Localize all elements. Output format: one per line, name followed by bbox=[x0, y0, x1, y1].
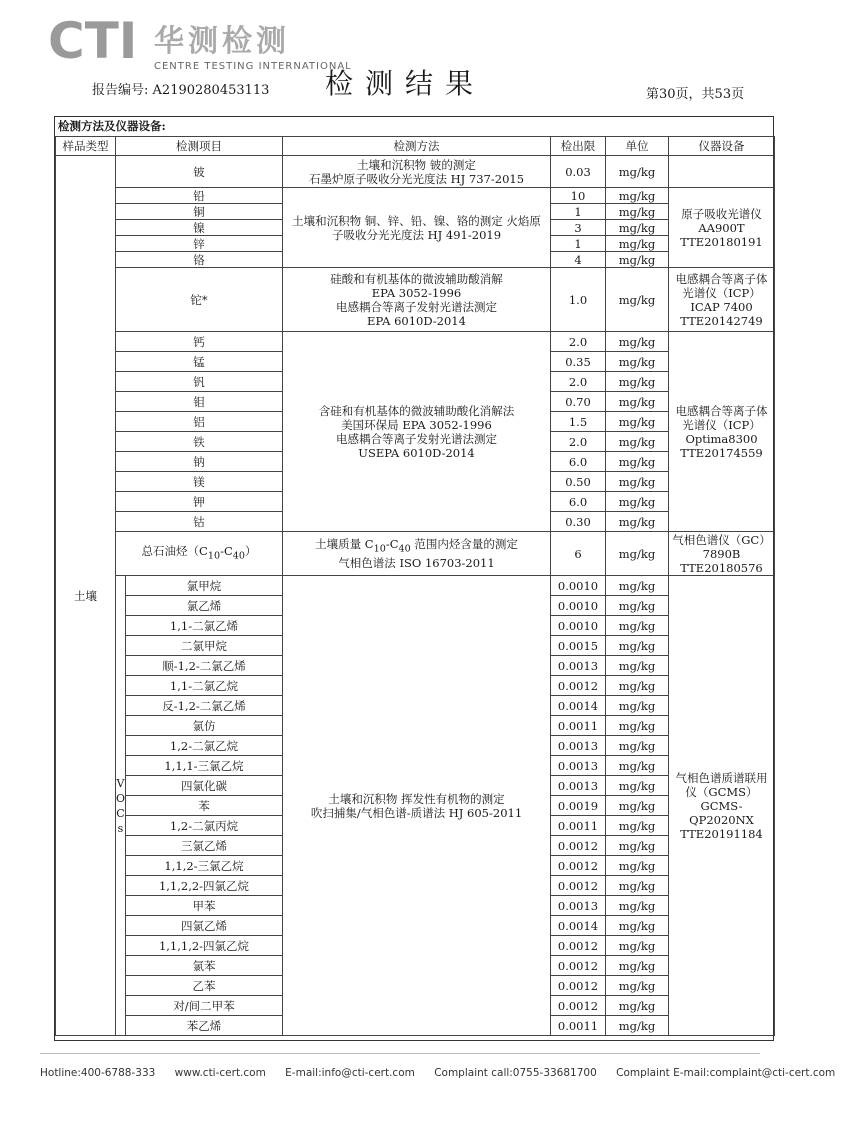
limit-cell: 0.30 bbox=[551, 512, 606, 532]
item-cell: 铁 bbox=[116, 432, 283, 452]
limit-cell: 0.0010 bbox=[551, 576, 606, 596]
tph-item-part: 总石油烃（C bbox=[141, 543, 208, 558]
instrument-cell-line: 气相色谱仪（GC） bbox=[672, 532, 771, 547]
item-cell: 反-1,2-二氯乙烯 bbox=[126, 696, 283, 716]
page-title: 检测结果 bbox=[325, 67, 486, 100]
unit-cell: mg/kg bbox=[606, 268, 669, 332]
unit-cell: mg/kg bbox=[606, 472, 669, 492]
unit-cell: mg/kg bbox=[606, 736, 669, 756]
item-cell: 乙苯 bbox=[126, 976, 283, 996]
item-cell: 1,1-二氯乙烯 bbox=[126, 616, 283, 636]
header-limit: 检出限 bbox=[551, 137, 606, 156]
unit-cell: mg/kg bbox=[606, 856, 669, 876]
instrument-cell-line: TTE20142749 bbox=[680, 313, 763, 328]
item-cell: 铬 bbox=[116, 252, 283, 268]
item-cell: 钙 bbox=[116, 332, 283, 352]
limit-cell: 0.03 bbox=[551, 156, 606, 188]
limit-cell: 0.0015 bbox=[551, 636, 606, 656]
limit-cell: 0.0014 bbox=[551, 696, 606, 716]
limit-cell: 0.35 bbox=[551, 352, 606, 372]
unit-cell: mg/kg bbox=[606, 676, 669, 696]
unit-cell: mg/kg bbox=[606, 204, 669, 220]
method-cell bbox=[283, 332, 551, 532]
limit-cell: 0.0010 bbox=[551, 616, 606, 636]
unit-cell: mg/kg bbox=[606, 576, 669, 596]
unit-cell: mg/kg bbox=[606, 352, 669, 372]
unit-cell: mg/kg bbox=[606, 896, 669, 916]
item-cell: 1,1-二氯乙烷 bbox=[126, 676, 283, 696]
unit-cell: mg/kg bbox=[606, 756, 669, 776]
item-cell: 1,1,1,2-四氯乙烷 bbox=[126, 936, 283, 956]
tph-item-part: -C bbox=[220, 543, 233, 558]
method-cell-line: 石墨炉原子吸收分光光度法 HJ 737-2015 bbox=[308, 171, 525, 186]
item-cell: 钠 bbox=[116, 452, 283, 472]
limit-cell: 2.0 bbox=[551, 432, 606, 452]
item-cell: 钾 bbox=[116, 492, 283, 512]
logo-chinese-text: 华测检测 bbox=[154, 24, 290, 59]
item-cell: 四氯乙烯 bbox=[126, 916, 283, 936]
instrument-cell-line: 仪（GCMS） bbox=[685, 784, 758, 799]
instrument-cell-line: GCMS-QP2020NX bbox=[689, 798, 754, 827]
footer-complaint-email[interactable]: Complaint E-mail:complaint@cti-cert.com bbox=[616, 1067, 836, 1079]
footer-website[interactable]: www.cti-cert.com bbox=[174, 1067, 266, 1079]
limit-cell: 0.0012 bbox=[551, 676, 606, 696]
unit-cell: mg/kg bbox=[606, 836, 669, 856]
instrument-cell bbox=[669, 332, 775, 532]
instrument-cell-line: 原子吸收光谱仪 bbox=[681, 206, 762, 221]
instrument-cell-line: 电感耦合等离子体 bbox=[675, 271, 768, 286]
method-cell-line: EPA 6010D-2014 bbox=[367, 313, 466, 328]
method-cell-line: 硅酸和有机基体的微波辅助酸消解 bbox=[330, 271, 503, 286]
unit-cell: mg/kg bbox=[606, 156, 669, 188]
unit-cell: mg/kg bbox=[606, 816, 669, 836]
instrument-cell-line: 7890B bbox=[702, 546, 741, 561]
tph-method-part: 10 bbox=[373, 543, 386, 555]
tph-method-part: 范围内烃含量的测定 bbox=[410, 536, 518, 551]
item-cell: 苯乙烯 bbox=[126, 1016, 283, 1036]
unit-cell: mg/kg bbox=[606, 532, 669, 576]
limit-cell: 0.0011 bbox=[551, 1016, 606, 1036]
limit-cell: 1.5 bbox=[551, 412, 606, 432]
unit-cell: mg/kg bbox=[606, 996, 669, 1016]
unit-cell: mg/kg bbox=[606, 916, 669, 936]
unit-cell: mg/kg bbox=[606, 696, 669, 716]
voc-label-cell-line: V bbox=[116, 776, 125, 790]
voc-label-cell-line: C bbox=[116, 806, 125, 820]
limit-cell: 4 bbox=[551, 252, 606, 268]
unit-cell: mg/kg bbox=[606, 616, 669, 636]
limit-cell: 6.0 bbox=[551, 452, 606, 472]
item-cell: 镁 bbox=[116, 472, 283, 492]
header-unit: 单位 bbox=[606, 137, 669, 156]
limit-cell: 0.0012 bbox=[551, 936, 606, 956]
sample-type-cell: 土壤 bbox=[56, 156, 116, 1036]
item-cell: 氯仿 bbox=[126, 716, 283, 736]
logo-cti-text: CTI bbox=[48, 12, 138, 70]
limit-cell: 0.0014 bbox=[551, 916, 606, 936]
unit-cell: mg/kg bbox=[606, 776, 669, 796]
limit-cell: 0.0012 bbox=[551, 856, 606, 876]
limit-cell: 0.50 bbox=[551, 472, 606, 492]
method-cell-line: 吹扫捕集/气相色谱-质谱法 HJ 605-2011 bbox=[310, 805, 523, 820]
limit-cell: 0.70 bbox=[551, 392, 606, 412]
limit-cell: 2.0 bbox=[551, 372, 606, 392]
unit-cell: mg/kg bbox=[606, 1016, 669, 1036]
limit-cell: 6 bbox=[551, 532, 606, 576]
limit-cell: 0.0010 bbox=[551, 596, 606, 616]
item-cell: 苯 bbox=[126, 796, 283, 816]
item-cell: 钴 bbox=[116, 512, 283, 532]
tph-item-text bbox=[141, 543, 257, 562]
instrument-cell-line: AA900T bbox=[698, 220, 745, 235]
unit-cell: mg/kg bbox=[606, 656, 669, 676]
item-cell: 氯乙烯 bbox=[126, 596, 283, 616]
limit-cell: 1 bbox=[551, 236, 606, 252]
item-cell: 对/间二甲苯 bbox=[126, 996, 283, 1016]
method-cell-line: EPA 3052-1996 bbox=[371, 285, 462, 300]
unit-cell: mg/kg bbox=[606, 796, 669, 816]
instrument-cell-line: 光谱仪（ICP） bbox=[682, 417, 761, 432]
item-cell: 锰 bbox=[116, 352, 283, 372]
limit-cell: 0.0012 bbox=[551, 956, 606, 976]
item-cell: 1,1,1-三氯乙烷 bbox=[126, 756, 283, 776]
item-cell: 甲苯 bbox=[126, 896, 283, 916]
limit-cell: 0.0012 bbox=[551, 996, 606, 1016]
instrument-cell-line: TTE20180191 bbox=[680, 234, 763, 249]
limit-cell: 10 bbox=[551, 188, 606, 204]
method-cell-line: 电感耦合等离子发射光谱法测定 bbox=[336, 299, 497, 314]
report-number-value: A2190280453113 bbox=[152, 83, 270, 98]
tph-method-part: 40 bbox=[398, 543, 411, 555]
unit-cell: mg/kg bbox=[606, 716, 669, 736]
voc-label-cell bbox=[116, 576, 126, 1036]
unit-cell: mg/kg bbox=[606, 452, 669, 472]
method-cell-line: 电感耦合等离子发射光谱法测定 bbox=[336, 431, 497, 446]
header-item: 检测项目 bbox=[116, 137, 283, 156]
unit-cell: mg/kg bbox=[606, 492, 669, 512]
report-number-label: 报告编号: bbox=[92, 83, 149, 98]
tph-item-part: ） bbox=[244, 543, 257, 558]
method-cell-line: 土壤和沉积物 挥发性有机物的测定 bbox=[328, 791, 505, 806]
limit-cell: 3 bbox=[551, 220, 606, 236]
logo-english-text: CENTRE TESTING INTERNATIONAL bbox=[154, 61, 352, 72]
method-cell-line: 土壤和沉积物 铜、锌、铅、镍、铬的测定 火焰原 bbox=[292, 213, 541, 228]
tph-method-part: 土壤质量 C bbox=[315, 536, 374, 551]
item-cell: 铍 bbox=[116, 156, 283, 188]
item-cell: 二氯甲烷 bbox=[126, 636, 283, 656]
item-cell: 1,1,2,2-四氯乙烷 bbox=[126, 876, 283, 896]
limit-cell: 0.0013 bbox=[551, 656, 606, 676]
limit-cell: 0.0013 bbox=[551, 776, 606, 796]
limit-cell: 1.0 bbox=[551, 268, 606, 332]
unit-cell: mg/kg bbox=[606, 220, 669, 236]
instrument-cell-line: Optima8300 bbox=[685, 431, 758, 446]
limit-cell: 0.0013 bbox=[551, 896, 606, 916]
instrument-cell-line: ICAP 7400 bbox=[690, 299, 753, 314]
item-cell: 氯苯 bbox=[126, 956, 283, 976]
method-cell bbox=[283, 532, 551, 576]
header-sample-type: 样品类型 bbox=[56, 137, 116, 156]
limit-cell: 0.0013 bbox=[551, 736, 606, 756]
instrument-cell-line: 光谱仪（ICP） bbox=[682, 285, 761, 300]
limit-cell: 0.0012 bbox=[551, 976, 606, 996]
instrument-cell-line: 电感耦合等离子体 bbox=[675, 403, 768, 418]
item-cell: 锌 bbox=[116, 236, 283, 252]
header-instrument: 仪器设备 bbox=[669, 137, 775, 156]
unit-cell: mg/kg bbox=[606, 876, 669, 896]
footer bbox=[40, 1067, 836, 1079]
method-cell-line: 子吸收分光光度法 HJ 491-2019 bbox=[331, 227, 502, 242]
unit-cell: mg/kg bbox=[606, 236, 669, 252]
instrument-cell bbox=[669, 156, 775, 188]
item-cell: 1,2-二氯乙烷 bbox=[126, 736, 283, 756]
results-table bbox=[55, 136, 775, 1036]
limit-cell: 0.0012 bbox=[551, 876, 606, 896]
tph-method-part: -C bbox=[385, 536, 399, 551]
instrument-cell-line: TTE20180576 bbox=[680, 560, 763, 575]
limit-cell: 0.0012 bbox=[551, 836, 606, 856]
item-cell: 铜 bbox=[116, 204, 283, 220]
limit-cell: 2.0 bbox=[551, 332, 606, 352]
report-number bbox=[92, 79, 269, 98]
limit-cell: 1 bbox=[551, 204, 606, 220]
item-cell: 1,1,2-三氯乙烷 bbox=[126, 856, 283, 876]
method-cell bbox=[283, 188, 551, 268]
footer-complaint-call: Complaint call:0755-33681700 bbox=[434, 1067, 597, 1079]
item-cell: 氯甲烷 bbox=[126, 576, 283, 596]
limit-cell: 0.0011 bbox=[551, 816, 606, 836]
instrument-cell bbox=[669, 188, 775, 268]
tph-item-part: 10 bbox=[207, 550, 221, 562]
instrument-cell bbox=[669, 576, 775, 1036]
unit-cell: mg/kg bbox=[606, 596, 669, 616]
unit-cell: mg/kg bbox=[606, 392, 669, 412]
item-cell: 镍 bbox=[116, 220, 283, 236]
voc-label-cell-line: O bbox=[116, 791, 126, 805]
unit-cell: mg/kg bbox=[606, 432, 669, 452]
item-cell bbox=[116, 532, 283, 576]
unit-cell: mg/kg bbox=[606, 332, 669, 352]
instrument-cell-line: 气相色谱质谱联用 bbox=[675, 770, 768, 785]
footer-email[interactable]: E-mail:info@cti-cert.com bbox=[285, 1067, 415, 1079]
tph-method-line: 气相色谱法 ISO 16703-2011 bbox=[338, 556, 495, 571]
unit-cell: mg/kg bbox=[606, 412, 669, 432]
item-cell: 顺-1,2-二氯乙烯 bbox=[126, 656, 283, 676]
unit-cell: mg/kg bbox=[606, 936, 669, 956]
limit-cell: 0.0011 bbox=[551, 716, 606, 736]
voc-label-cell-line: s bbox=[117, 821, 124, 835]
section-title: 检测方法及仪器设备: bbox=[58, 119, 166, 133]
tph-item-part: 40 bbox=[232, 550, 245, 562]
item-cell: 1,2-二氯丙烷 bbox=[126, 816, 283, 836]
method-cell-line: 土壤和沉积物 铍的测定 bbox=[357, 157, 476, 172]
unit-cell: mg/kg bbox=[606, 512, 669, 532]
unit-cell: mg/kg bbox=[606, 252, 669, 268]
unit-cell: mg/kg bbox=[606, 956, 669, 976]
instrument-cell-line: TTE20174559 bbox=[680, 445, 763, 460]
item-cell: 铝 bbox=[116, 412, 283, 432]
instrument-cell bbox=[669, 532, 775, 576]
method-cell bbox=[283, 576, 551, 1036]
item-cell: 铊* bbox=[116, 268, 283, 332]
item-cell: 三氯乙烯 bbox=[126, 836, 283, 856]
page-number: 第30页，共53页 bbox=[646, 87, 745, 102]
item-cell: 钼 bbox=[116, 392, 283, 412]
item-cell: 铅 bbox=[116, 188, 283, 204]
method-cell-line: 含硅和有机基体的微波辅助酸化消解法 bbox=[318, 403, 515, 418]
unit-cell: mg/kg bbox=[606, 188, 669, 204]
footer-divider bbox=[40, 1053, 760, 1054]
unit-cell: mg/kg bbox=[606, 976, 669, 996]
tph-method-line bbox=[285, 537, 548, 556]
method-cell-line: USEPA 6010D-2014 bbox=[358, 445, 475, 460]
item-cell: 钒 bbox=[116, 372, 283, 392]
tph-method-text bbox=[285, 537, 548, 570]
instrument-cell bbox=[669, 268, 775, 332]
method-cell-line: 美国环保局 EPA 3052-1996 bbox=[341, 417, 492, 432]
header-method: 检测方法 bbox=[283, 137, 551, 156]
item-cell: 四氯化碳 bbox=[126, 776, 283, 796]
limit-cell: 0.0013 bbox=[551, 756, 606, 776]
method-cell bbox=[283, 156, 551, 188]
method-cell bbox=[283, 268, 551, 332]
limit-cell: 0.0019 bbox=[551, 796, 606, 816]
unit-cell: mg/kg bbox=[606, 372, 669, 392]
unit-cell: mg/kg bbox=[606, 636, 669, 656]
limit-cell: 6.0 bbox=[551, 492, 606, 512]
instrument-cell-line: TTE20191184 bbox=[680, 826, 763, 841]
footer-hotline: Hotline:400-6788-333 bbox=[40, 1067, 156, 1079]
